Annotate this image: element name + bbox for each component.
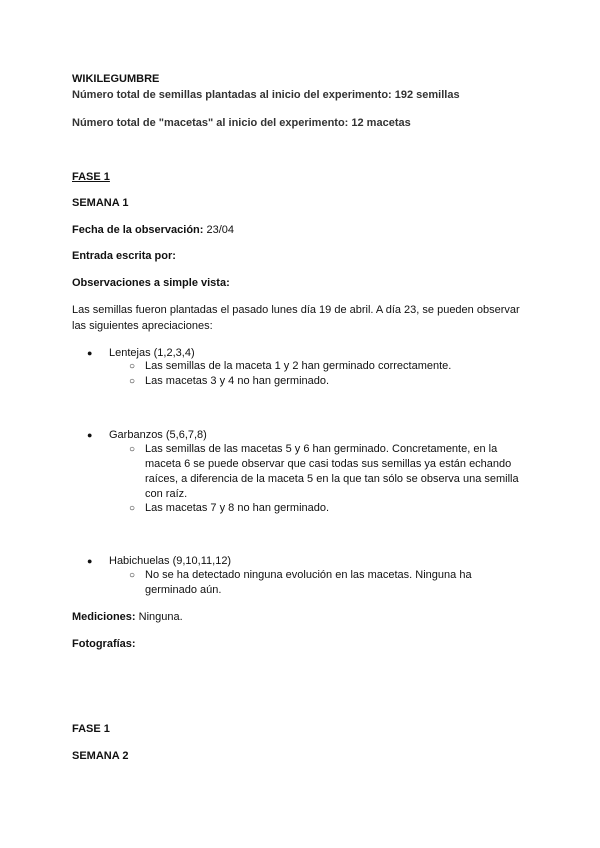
- sub-item-text: No se ha detectado ninguna evolución en las macetas. Ninguna ha germinado aún.: [145, 569, 472, 596]
- author-label: Entrada escrita por:: [72, 250, 176, 262]
- document-brand: WIKILEGUMBRE: [72, 73, 160, 85]
- sub-item: [129, 501, 521, 516]
- list-item-label: Lentejas (1,2,3,4): [109, 347, 195, 359]
- photos-label: Fotografías:: [72, 638, 136, 650]
- sub-item: [129, 568, 521, 598]
- list-item-garbanzos: [87, 428, 207, 443]
- week-heading-2: SEMANA 2: [72, 750, 129, 762]
- week-heading: SEMANA 1: [72, 197, 129, 209]
- sub-item: [129, 359, 521, 374]
- sub-item: [129, 374, 521, 389]
- observation-date: [72, 223, 234, 238]
- sub-item-text: Las macetas 3 y 4 no han germinado.: [145, 375, 330, 387]
- circle-bullet-icon: ○: [129, 444, 136, 455]
- observations-label: Observaciones a simple vista:: [72, 277, 230, 289]
- circle-bullet-icon: ○: [129, 376, 136, 387]
- list-item-label: Habichuelas (9,10,11,12): [109, 555, 232, 567]
- list-item-habichuelas: [87, 554, 232, 569]
- observation-date-label: Fecha de la observación:: [72, 224, 204, 236]
- measurements: [72, 610, 183, 625]
- circle-bullet-icon: ○: [129, 503, 136, 514]
- sub-item-text: Las macetas 7 y 8 no han germinado.: [145, 502, 330, 514]
- measurements-value: Ninguna.: [138, 611, 183, 623]
- circle-bullet-icon: ○: [129, 570, 136, 581]
- bullet-icon: ●: [87, 556, 93, 566]
- sub-item: [129, 442, 521, 502]
- intro-paragraph: Las semillas fueron plantadas el pasado lunes día 19 de abril. A día 23, se pueden observar las siguientes apreciaciones:: [72, 304, 520, 332]
- circle-bullet-icon: ○: [129, 361, 136, 372]
- total-pots-line: Número total de "macetas" al inicio del experimento: 12 macetas: [72, 117, 411, 129]
- observation-date-value: 23/04: [206, 224, 235, 236]
- measurements-label: Mediciones:: [72, 611, 136, 623]
- total-seeds-line: Número total de semillas plantadas al inicio del experimento: 192 semillas: [72, 89, 460, 101]
- bullet-icon: ●: [87, 430, 93, 440]
- phase-heading: FASE 1: [72, 171, 110, 183]
- list-item-label: Garbanzos (5,6,7,8): [109, 429, 207, 441]
- sub-item-text: Las semillas de las macetas 5 y 6 han germinado. Concretamente, en la maceta 6 se puede observar que casi todas sus semillas ya están echando raíces, a diferencia de la maceta 5 en la que tan sólo se observa una semilla con raíz.: [145, 443, 519, 500]
- phase-heading-2: FASE 1: [72, 723, 110, 735]
- sub-item-text: Las semillas de la maceta 1 y 2 han germinado correctamente.: [145, 360, 452, 372]
- bullet-icon: ●: [87, 348, 93, 358]
